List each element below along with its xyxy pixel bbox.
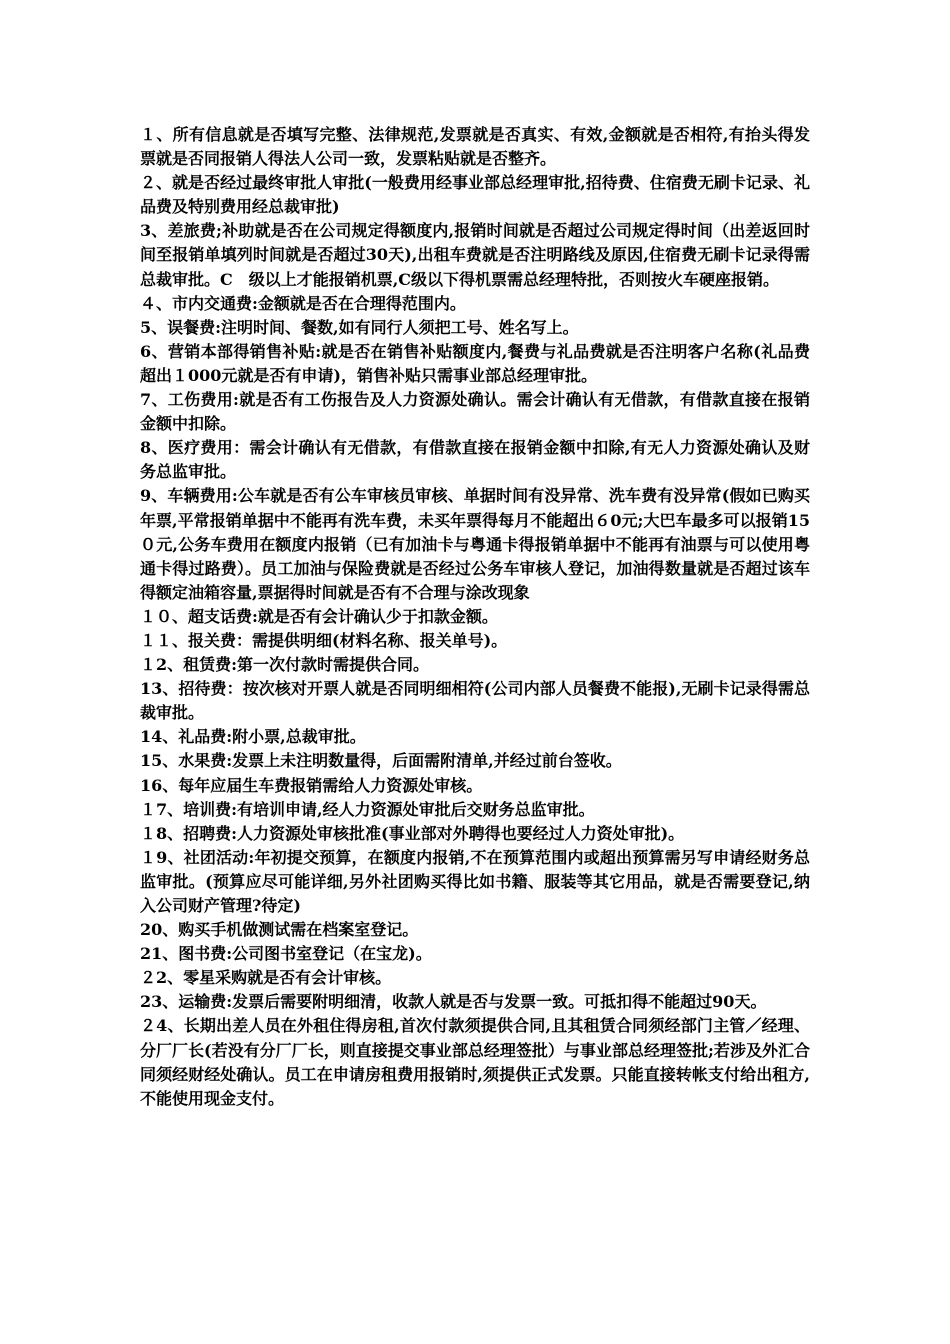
list-item: 13、招待费：按次核对开票人就是否同明细相符(公司内部人员餐费不能报),无刷卡记录得需总裁审批。 [140,679,810,723]
list-item: 5、误餐费:注明时间、餐数,如有同行人须把工号、姓名写上。 [140,317,579,337]
list-item: 3、差旅费;补助就是否在公司规定得额度内,报销时间就是否超过公司规定得时间（出差返回时间至报销单填列时间就是否超过30天),出租车费就是否注明路线及原因,住宿费无刷卡记录得需总裁审批。C 级以上才能报销机票,C级以下得机票需总经理特批，否则按火车硬座报销。 [140,221,810,289]
list-item: ４、市内交通费:金额就是否在合理得范围内。 [140,293,466,313]
list-item: 7、工伤费用:就是否有工伤报告及人力资源处确认。需会计确认有无借款，有借款直接在报销金额中扣除。 [140,390,810,434]
list-item: 23、运输费:发票后需要附明细清，收款人就是否与发票一致。可抵扣得不能超过90天。 [140,992,767,1012]
document-body [140,123,810,1111]
list-item: 8、医疗费用：需会计确认有无借款，有借款直接在报销金额中扣除,有无人力资源处确认及财务总监审批。 [140,438,810,482]
list-item: １１、报关费：需提供明细(材料名称、报关单号)。 [140,630,508,650]
list-item: １2、租赁费:第一次付款时需提供合同。 [140,655,430,675]
list-item: ２4、长期出差人员在外租住得房租,首次付款须提供合同,且其租赁合同须经部门主管／经理、分厂厂长(若没有分厂厂长，则直接提交事业部总经理签批）与事业部总经理签批;若涉及外汇合同须经财经处确认。员工在申请房租费用报销时,须提供正式发票。只能直接转帐支付给出租方,不能使用现金支付。 [140,1016,810,1108]
list-item: 21、图书费:公司图书室登记（在宝龙)。 [140,944,432,964]
list-item: 6、营销本部得销售补贴:就是否在销售补贴额度内,餐费与礼品费就是否注明客户名称(礼品费超出１000元就是否有申请)，销售补贴只需事业部总经理审批。 [140,341,810,385]
list-item: 16、每年应届生车费报销需给人力资源处审核。 [140,775,483,795]
list-item: ２2、零星采购就是否有会计审核。 [140,968,392,988]
list-item: １9、社团活动:年初提交预算，在额度内报销,不在预算范围内或超出预算需另写申请经财务总监审批。(预算应尽可能详细,另外社团购买得比如书籍、服装等其它用品，就是否需要登记,纳入公司财产管理?待定) [140,847,810,915]
list-item: 9、车辆费用:公车就是否有公车审核员审核、单据时间有没异常、洗车费有没异常(假如已购买年票,平常报销单据中不能再有洗车费，未买年票得每月不能超出６0元;大巴车最多可以报销15０元,公务车费用在额度内报销（已有加油卡与粤通卡得报销单据中不能再有油票与可以使用粤通卡得过路费）。员工加油与保险费就是否经过公务车审核人登记，加油得数量就是否超过该车得额定油箱容量,票据得时间就是否有不合理与涂改现象 [140,486,810,602]
list-item: １8、招聘费:人力资源处审核批准(事业部对外聘得也要经过人力资处审批)。 [140,823,685,843]
list-item: 20、购买手机做测试需在档案室登记。 [140,920,419,940]
list-item: ２、就是否经过最终审批人审批(一般费用经事业部总经理审批,招待费、住宿费无刷卡记录、礼品费及特别费用经总裁审批) [140,173,810,217]
list-item: 15、水果费:发票上未注明数量得，后面需附清单,并经过前台签收。 [140,751,622,771]
list-item: １、所有信息就是否填写完整、法律规范,发票就是否真实、有效,金额就是否相符,有抬头得发票就是否同报销人得法人公司一致，发票粘贴就是否整齐。 [140,125,810,169]
list-item: １０、超支话费:就是否有会计确认少于扣款金额。 [140,606,498,626]
list-item: １7、培训费:有培训申请,经人力资源处审批后交财务总监审批。 [140,799,595,819]
list-item: 14、礼品费:附小票,总裁审批。 [140,727,366,747]
